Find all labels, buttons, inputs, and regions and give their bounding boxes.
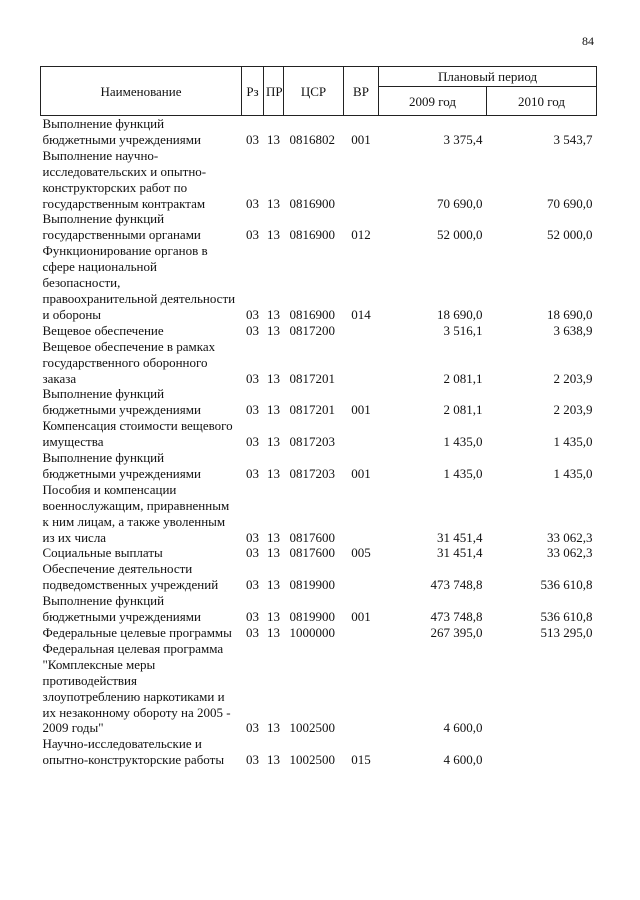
table-header — [41, 67, 597, 116]
row-rz: 03 — [246, 609, 259, 625]
row-amount-2010: 2 203,9 — [553, 402, 593, 418]
row-rz: 03 — [246, 131, 259, 147]
row-name: Пособия и компенсации военнослужащим, приравненным к ним лицам, а также уволенным из их числа — [42, 481, 230, 545]
table-row — [41, 625, 597, 641]
row-pr: 13 — [267, 131, 280, 147]
row-amount-2010: 536 610,8 — [540, 609, 593, 625]
row-csr: 1002500 — [289, 720, 335, 736]
row-amount-2009: 18 690,0 — [437, 306, 483, 322]
row-vr: 015 — [351, 752, 371, 768]
row-csr: 0817201 — [289, 402, 335, 418]
row-name: Выполнение функций бюджетными учреждениями — [42, 116, 201, 147]
row-amount-2010: 33 062,3 — [547, 545, 593, 561]
row-csr: 0817201 — [289, 370, 335, 386]
row-amount-2010: 33 062,3 — [547, 529, 593, 545]
row-vr: 001 — [351, 402, 371, 418]
row-rz: 03 — [246, 577, 259, 593]
page-number: 84 — [582, 34, 594, 48]
row-rz: 03 — [246, 529, 259, 545]
row-vr — [344, 625, 379, 641]
row-vr — [344, 418, 379, 450]
row-csr: 0819900 — [289, 609, 335, 625]
row-pr: 13 — [267, 195, 280, 211]
row-csr: 0817200 — [289, 322, 335, 338]
row-vr: 005 — [351, 545, 371, 561]
row-name: Выполнение функций государственными органами — [42, 211, 201, 243]
row-csr: 0816900 — [289, 227, 335, 243]
row-amount-2010: 513 295,0 — [540, 625, 593, 640]
row-amount-2010: 2 203,9 — [553, 370, 593, 386]
row-pr: 13 — [267, 752, 280, 768]
row-amount-2009: 31 451,4 — [437, 545, 483, 561]
row-vr — [344, 561, 379, 593]
table-row — [41, 482, 597, 546]
row-amount-2009: 473 748,8 — [430, 609, 483, 625]
row-amount-2009: 3 375,4 — [443, 131, 483, 147]
row-vr: 012 — [351, 227, 371, 243]
table-row — [41, 211, 597, 243]
row-vr: 001 — [351, 465, 371, 481]
row-amount-2009: 1 435,0 — [443, 465, 483, 481]
row-name: Выполнение функций бюджетными учреждениями — [42, 386, 201, 418]
row-csr: 0816802 — [289, 131, 335, 147]
row-amount-2009: 52 000,0 — [437, 227, 483, 243]
row-rz: 03 — [246, 434, 259, 450]
row-amount-2009: 3 516,1 — [443, 322, 483, 338]
header-csr: ЦСР — [284, 67, 344, 116]
row-amount-2009: 4 600,0 — [443, 720, 483, 736]
row-vr — [344, 641, 379, 736]
row-amount-2010 — [487, 736, 597, 768]
row-name: Вещевое обеспечение в рамках государственного оборонного заказа — [42, 338, 216, 386]
row-pr: 13 — [267, 609, 280, 625]
header-year-2010: 2010 год — [487, 87, 597, 116]
table-row — [41, 243, 597, 323]
row-amount-2009: 2 081,1 — [443, 402, 483, 418]
row-vr: 014 — [351, 306, 371, 322]
row-csr: 0816900 — [289, 195, 335, 211]
header-year-2009: 2009 год — [379, 87, 487, 116]
row-amount-2009: 267 395,0 — [430, 625, 483, 640]
row-csr: 1002500 — [289, 752, 335, 768]
row-name: Функционирование органов в сфере национальной безопасности, правоохранительной деятельности и обороны — [42, 243, 236, 322]
row-pr: 13 — [267, 529, 280, 545]
row-rz: 03 — [246, 625, 259, 640]
row-amount-2010: 3 543,7 — [553, 131, 593, 147]
row-pr: 13 — [267, 322, 280, 338]
table-row — [41, 736, 597, 768]
row-amount-2009: 1 435,0 — [443, 434, 483, 450]
row-pr: 13 — [267, 720, 280, 736]
row-name: Выполнение функций бюджетными учреждениями — [42, 593, 201, 625]
row-csr: 1000000 — [289, 625, 335, 640]
row-pr: 13 — [267, 465, 280, 481]
table-row — [41, 545, 597, 561]
row-vr — [344, 339, 379, 387]
row-csr: 0817203 — [289, 434, 335, 450]
row-rz: 03 — [246, 720, 259, 736]
table-row — [41, 148, 597, 212]
row-amount-2010: 18 690,0 — [547, 306, 593, 322]
header-vr: ВР — [344, 67, 379, 116]
row-rz: 03 — [246, 752, 259, 768]
row-amount-2009: 31 451,4 — [437, 529, 483, 545]
row-amount-2010 — [487, 641, 597, 736]
row-name: Научно-исследовательские и опытно-конструкторские работы — [42, 736, 225, 768]
row-amount-2010: 1 435,0 — [553, 465, 593, 481]
table-row — [41, 561, 597, 593]
table-body — [41, 116, 597, 769]
budget-table — [40, 66, 597, 768]
header-pr: ПР — [264, 67, 284, 116]
header-planned-period: Плановый период — [379, 67, 597, 87]
row-amount-2010: 3 638,9 — [553, 322, 593, 338]
row-csr: 0816900 — [289, 306, 335, 322]
row-amount-2010: 52 000,0 — [547, 227, 593, 243]
table-row — [41, 593, 597, 625]
row-vr — [344, 323, 379, 339]
row-pr: 13 — [267, 577, 280, 593]
row-amount-2010: 536 610,8 — [540, 577, 593, 593]
row-amount-2009: 70 690,0 — [437, 195, 483, 211]
row-rz: 03 — [246, 402, 259, 418]
row-pr: 13 — [267, 625, 280, 640]
row-pr: 13 — [267, 306, 280, 322]
row-rz: 03 — [246, 545, 259, 561]
row-rz: 03 — [246, 322, 259, 338]
row-name: Вещевое обеспечение — [42, 322, 164, 338]
row-rz: 03 — [246, 465, 259, 481]
row-rz: 03 — [246, 227, 259, 243]
row-pr: 13 — [267, 227, 280, 243]
row-name: Выполнение функций бюджетными учреждениями — [42, 450, 201, 481]
row-name: Обеспечение деятельности подведомственных учреждений — [42, 561, 219, 593]
table-row — [41, 450, 597, 482]
row-csr: 0817203 — [289, 465, 335, 481]
row-vr: 001 — [351, 131, 371, 147]
header-name: Наименование — [41, 67, 242, 116]
row-amount-2009: 473 748,8 — [430, 577, 483, 593]
row-rz: 03 — [246, 306, 259, 322]
row-name: Федеральная целевая программа "Комплексные меры противодействия злоупотреблению наркотиками и их незаконному обороту на 2005 - 2009 годы" — [42, 640, 231, 736]
row-rz: 03 — [246, 195, 259, 211]
row-pr: 13 — [267, 402, 280, 418]
row-csr: 0817600 — [289, 529, 335, 545]
header-rz: Рз — [242, 67, 264, 116]
table-row — [41, 323, 597, 339]
row-amount-2009: 4 600,0 — [443, 752, 483, 768]
table-row — [41, 641, 597, 736]
row-csr: 0819900 — [289, 577, 335, 593]
row-rz: 03 — [246, 370, 259, 386]
row-vr — [344, 482, 379, 546]
row-pr: 13 — [267, 434, 280, 450]
row-pr: 13 — [267, 545, 280, 561]
table-row — [41, 116, 597, 148]
row-vr: 001 — [351, 609, 371, 625]
row-name: Выполнение научно-исследовательских и опытно-конструкторских работ по государственным контрактам — [42, 147, 207, 211]
row-amount-2010: 70 690,0 — [547, 195, 593, 211]
row-csr: 0817600 — [289, 545, 335, 561]
table-row — [41, 339, 597, 387]
row-name: Компенсация стоимости вещевого имущества — [42, 418, 233, 450]
row-name: Социальные выплаты — [42, 545, 163, 561]
row-vr — [344, 148, 379, 212]
table-row — [41, 386, 597, 418]
row-amount-2010: 1 435,0 — [553, 434, 593, 450]
row-pr: 13 — [267, 370, 280, 386]
row-amount-2009: 2 081,1 — [443, 370, 483, 386]
table-row — [41, 418, 597, 450]
row-name: Федеральные целевые программы — [42, 625, 232, 640]
